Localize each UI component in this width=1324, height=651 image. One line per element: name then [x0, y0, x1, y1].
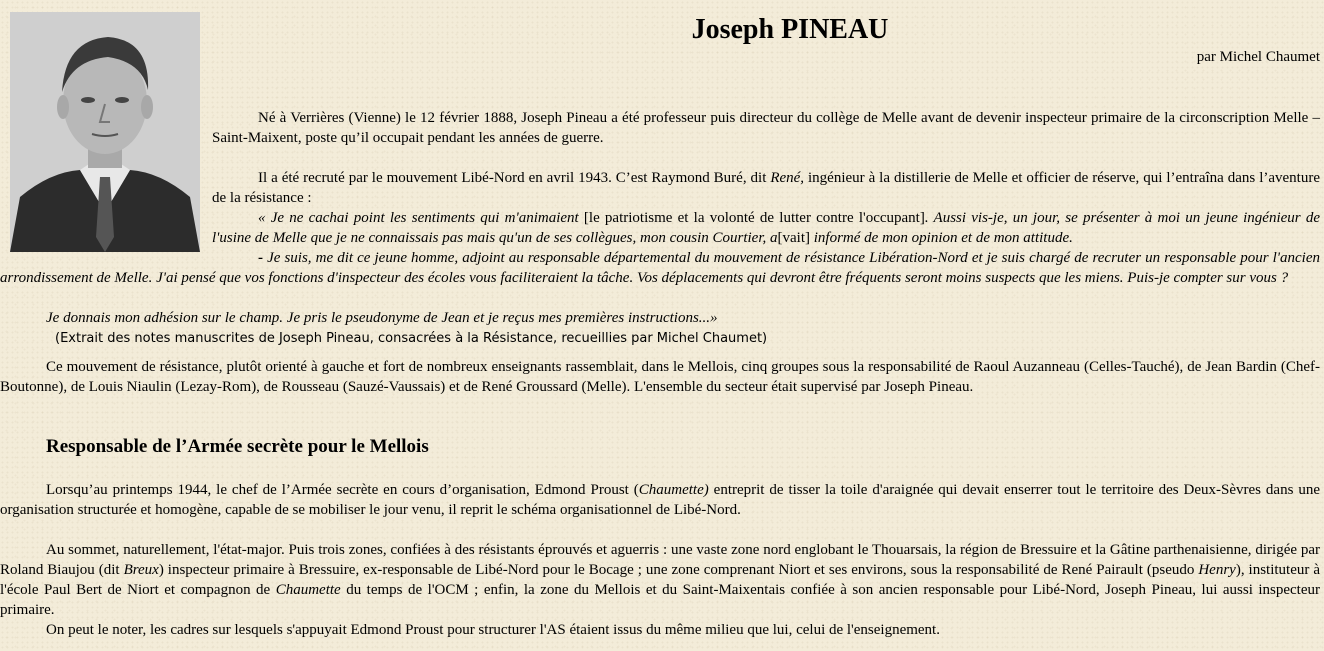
pseudonym-chaumette: Chaumette)	[638, 482, 709, 498]
quote-third-text: Je donnais mon adhésion sur le champ. Je pris le pseudonyme de Jean et je reçus mes premières instructions...»	[46, 310, 718, 326]
section-heading: Responsable de l’Armée secrète pour le Mellois	[46, 436, 429, 457]
paragraph-note-text: On peut le noter, les cadres sur lesquels s'appuyait Edmond Proust pour structurer l'AS étaient issus du même milieu que lui, celui de l'enseignement.	[46, 622, 940, 638]
staff-text-a: Au sommet, naturellement, l'état-major. Puis trois zones, confiées à des résistants éprouvés et aguerris : une vaste zone nord englobant le Thouarsais, la région de Bressuire et la Gâtine parthenaisienne, dirigée par Roland Biaujou (dit	[0, 542, 1320, 578]
staff-text-c: ), instituteur à l'école Paul Bert de Niort et compagnon de	[0, 562, 1320, 598]
byline: par Michel Chaumet	[1196, 49, 1320, 65]
quote-dash: -	[258, 250, 268, 266]
quote-source-text: (Extrait des notes manuscrites de Joseph Pineau, consacrées à la Résistance, recueillies par Michel Chaumet)	[55, 331, 768, 346]
pseudonym-chaumette-2: Chaumette	[275, 582, 341, 598]
paragraph-staff	[0, 540, 1320, 620]
paragraph-movement	[0, 357, 1320, 397]
spring-text-b: entreprit de tisser la toile d'araignée qui devait enserrer tout le territoire des Deux-Sèvres dans une organisation structurée et homogène, capable de se mobiliser le jour venu, il reprit le schéma organisationnel de Libé-Nord.	[0, 482, 1320, 518]
spring-text-a: Lorsqu’au printemps 1944, le chef de l’Armée secrète en cours d’organisation, Edmond Proust (	[46, 482, 639, 498]
pseudonym-breux: Breux	[123, 562, 159, 578]
portrait-photo-icon	[10, 12, 200, 252]
quote-source	[55, 329, 1315, 349]
portrait-photo	[10, 12, 200, 252]
paragraph-recruitment	[212, 168, 1320, 208]
quote-first	[212, 208, 1320, 248]
quote-second	[0, 248, 1320, 288]
quote-third	[46, 308, 1316, 328]
quote-first-b: [le patriotisme et la volonté de lutter contre l'occupant]	[578, 210, 925, 226]
recruitment-text-a: Il a été recruté par le mouvement Libé-Nord en avril 1943. C’est Raymond Buré, dit	[258, 170, 771, 186]
quote-first-a: « Je ne cachai point les sentiments qui m'animaient	[258, 210, 579, 226]
pseudonym-henry: Henry	[1198, 562, 1236, 578]
recruitment-text-b: ingénieur à la distillerie de Melle et officier de réserve, qui l’entraîna dans l’aventure de la résistance :	[212, 170, 1320, 206]
staff-text-b: ) inspecteur primaire à Bressuire, ex-responsable de Libé-Nord pour le Bocage ; une zone comprenant Niort et ses environs, sous la responsabilité de René Pairault (pseudo	[158, 562, 1199, 578]
paragraph-spring-1944	[0, 480, 1320, 520]
paragraph-birth	[212, 108, 1320, 148]
paragraph-birth-text: Né à Verrières (Vienne) le 12 février 1888, Joseph Pineau a été professeur puis directeur du collège de Melle avant de devenir inspecteur primaire de la circonscription Melle – Saint-Maixent, poste qu’il occupait pendant les années de guerre.	[212, 110, 1320, 146]
paragraph-note	[0, 620, 1320, 640]
quote-first-d: [vait]	[777, 230, 810, 246]
staff-text-d: du temps de l'OCM ; enfin, la zone du Mellois et du Saint-Maixentais confiée à son ancien responsable pour Libé-Nord, Joseph Pineau, lui aussi inspecteur primaire.	[0, 582, 1320, 618]
quote-first-c: . Aussi vis-je, un jour, se présenter à moi un jeune ingénieur de l'usine de Melle que je ne connaissais pas mais qu'un de ses collègues, mon cousin Courtier, a	[212, 210, 1320, 246]
pseudonym-rene: René,	[770, 170, 805, 186]
page-title: Joseph PINEAU	[691, 14, 889, 45]
quote-first-e: informé de mon opinion et de mon attitude.	[810, 230, 1073, 246]
paragraph-movement-text: Ce mouvement de résistance, plutôt orienté à gauche et fort de nombreux enseignants rassemblait, dans le Mellois, cinq groupes sous la responsabilité de Raoul Auzanneau (Celles-Tauché), de Jean Bardin (Chef-Boutonne), de Louis Niaulin (Lezay-Rom), de Rousseau (Sauzé-Vaussais) et de René Groussard (Melle). L'ensemble du secteur était supervisé par Joseph Pineau.	[0, 359, 1320, 395]
quote-second-text: Je suis, me dit ce jeune homme, adjoint au responsable départemental du mouvement de résistance Libération-Nord et je suis chargé de recruter un responsable pour l'ancien arrondissement de Melle. J'ai pensé que vos fonctions d'inspecteur des écoles vous faciliteraient la tâche. Vos déplacements qui devront être fréquents seront moins suspects que les miens. Puis-je compter sur vous ?	[0, 250, 1320, 286]
